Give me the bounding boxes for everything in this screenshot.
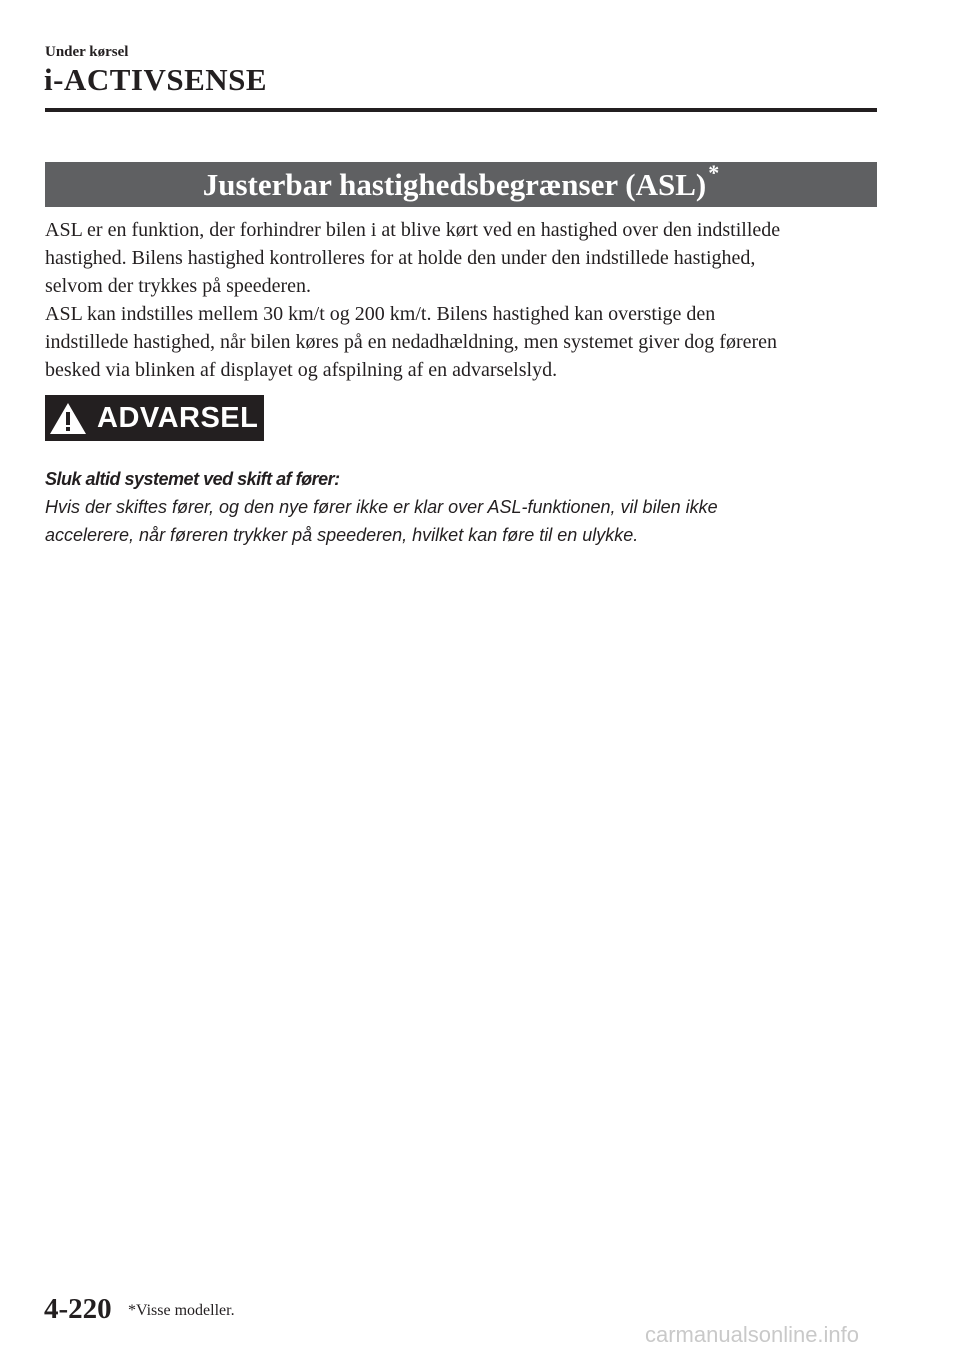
intro-line: indstillede hastighed, når bilen køres på en nedadhældning, men systemet giver dog føreren bbox=[45, 331, 778, 353]
watermark: carmanualsonline.info bbox=[645, 1322, 860, 1347]
intro-text bbox=[45, 216, 885, 384]
intro-line: besked via blinken af displayet og afspilning af en advarselslyd. bbox=[45, 359, 558, 381]
section-title: i-ACTIVSENSE bbox=[44, 62, 268, 97]
intro-line: ASL er en funktion, der forhindrer bilen i at blive kørt ved en hastighed over den indstillede bbox=[45, 219, 781, 241]
warning-line: accelerere, når føreren trykker på speederen, hvilket kan føre til en ulykke. bbox=[45, 525, 639, 545]
intro-line: hastighed. Bilens hastighed kontrolleres for at holde den under den indstillede hastighed, bbox=[45, 247, 756, 269]
topic-heading-bar bbox=[45, 159, 877, 207]
warning-label: ADVARSEL bbox=[97, 401, 259, 434]
page-number: 4-220 bbox=[44, 1293, 112, 1325]
topic-heading: Justerbar hastighedsbegrænser (ASL) bbox=[202, 166, 707, 202]
chapter-label: Under kørsel bbox=[45, 44, 129, 60]
intro-line: ASL kan indstilles mellem 30 km/t og 200 km/t. Bilens hastighed kan overstige den bbox=[45, 303, 716, 325]
header-divider bbox=[45, 108, 877, 112]
warning-badge bbox=[45, 395, 264, 441]
intro-line: selvom der trykkes på speederen. bbox=[45, 275, 312, 297]
warning-triangle-icon bbox=[45, 395, 91, 441]
warning-line: Hvis der skiftes fører, og den nye fører ikke er klar over ASL-funktionen, vil bilen ikke bbox=[45, 497, 718, 517]
warning-heading: Sluk altid systemet ved skift af fører: bbox=[45, 469, 340, 489]
footnote-marker: * bbox=[708, 159, 720, 185]
footnote: *Visse modeller. bbox=[128, 1302, 235, 1319]
warning-text bbox=[45, 465, 885, 549]
